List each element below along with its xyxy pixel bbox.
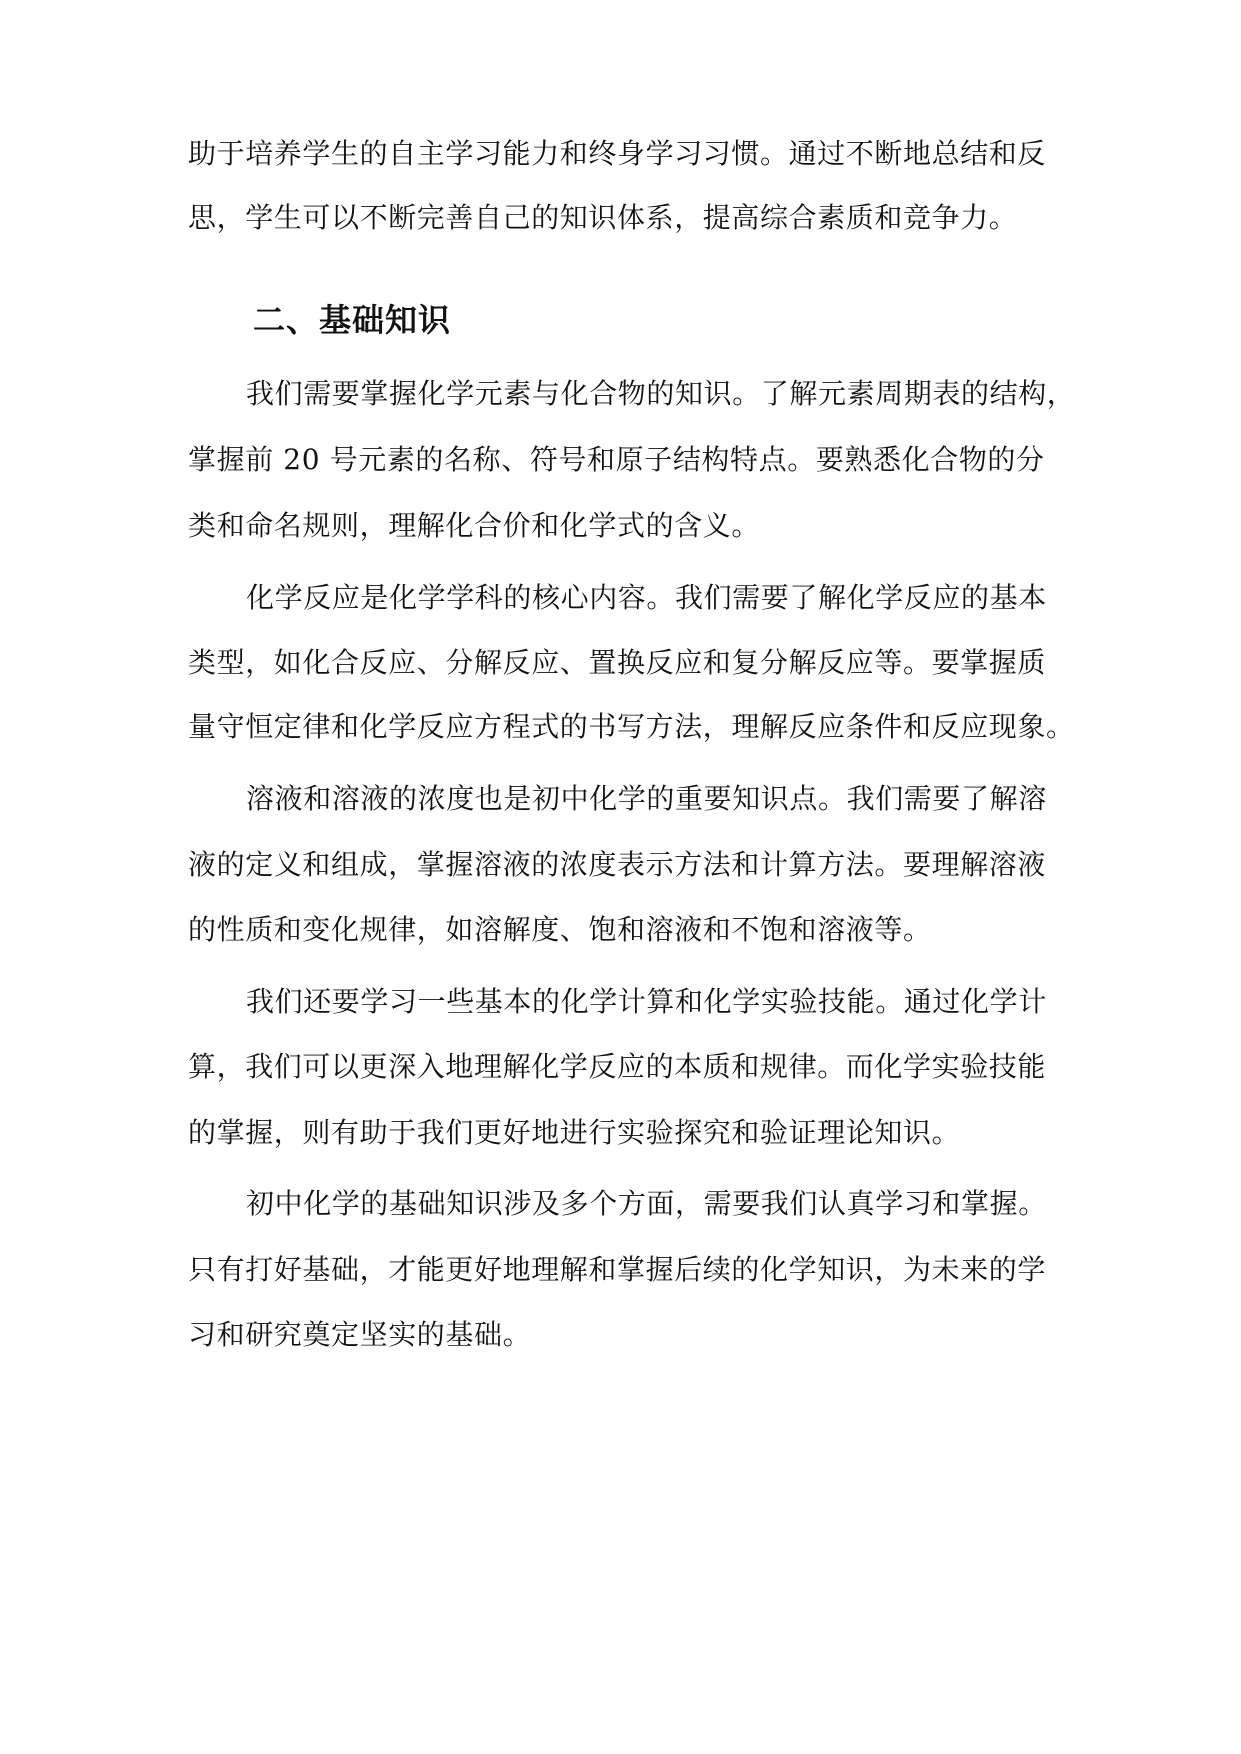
- intro-line-2: 思，学生可以不断完善自己的知识体系，提高综合素质和竞争力。: [188, 201, 1018, 234]
- paragraph-5-line-1: 初中化学的基础知识涉及多个方面，需要我们认真学习和掌握。: [246, 1187, 1047, 1220]
- paragraph-4-line-1: 我们还要学习一些基本的化学计算和化学实验技能。通过化学计: [246, 985, 1047, 1018]
- paragraph-4-line-3: 的掌握，则有助于我们更好地进行实验探究和验证理论知识。: [188, 1116, 961, 1149]
- paragraph-1-line-1: 我们需要掌握化学元素与化合物的知识。了解元素周期表的结构，: [246, 377, 1076, 410]
- intro-line-1: 助于培养学生的自主学习能力和终身学习习惯。通过不断地总结和反: [188, 137, 1047, 170]
- paragraph-1-line-2: 掌握前 20 号元素的名称、符号和原子结构特点。要熟悉化合物的分: [188, 443, 1045, 476]
- paragraph-1-line-3: 类和命名规则，理解化合价和化学式的含义。: [188, 509, 761, 542]
- paragraph-4-line-2: 算，我们可以更深入地理解化学反应的本质和规律。而化学实验技能: [188, 1050, 1047, 1083]
- paragraph-2-line-2: 类型，如化合反应、分解反应、置换反应和复分解反应等。要掌握质: [188, 646, 1047, 679]
- section-heading: 二、基础知识: [253, 301, 452, 339]
- paragraph-5-line-2: 只有打好基础，才能更好地理解和掌握后续的化学知识，为未来的学: [188, 1253, 1047, 1286]
- paragraph-5-line-3: 习和研究奠定坚实的基础。: [188, 1318, 532, 1351]
- paragraph-2-line-1: 化学反应是化学学科的核心内容。我们需要了解化学反应的基本: [246, 581, 1047, 614]
- paragraph-3-line-3: 的性质和变化规律，如溶解度、饱和溶液和不饱和溶液等。: [188, 913, 932, 946]
- paragraph-2-line-3: 量守恒定律和化学反应方程式的书写方法，理解反应条件和反应现象。: [188, 710, 1075, 743]
- paragraph-3-line-2: 液的定义和组成，掌握溶液的浓度表示方法和计算方法。要理解溶液: [188, 848, 1047, 881]
- paragraph-3-line-1: 溶液和溶液的浓度也是初中化学的重要知识点。我们需要了解溶: [246, 782, 1047, 815]
